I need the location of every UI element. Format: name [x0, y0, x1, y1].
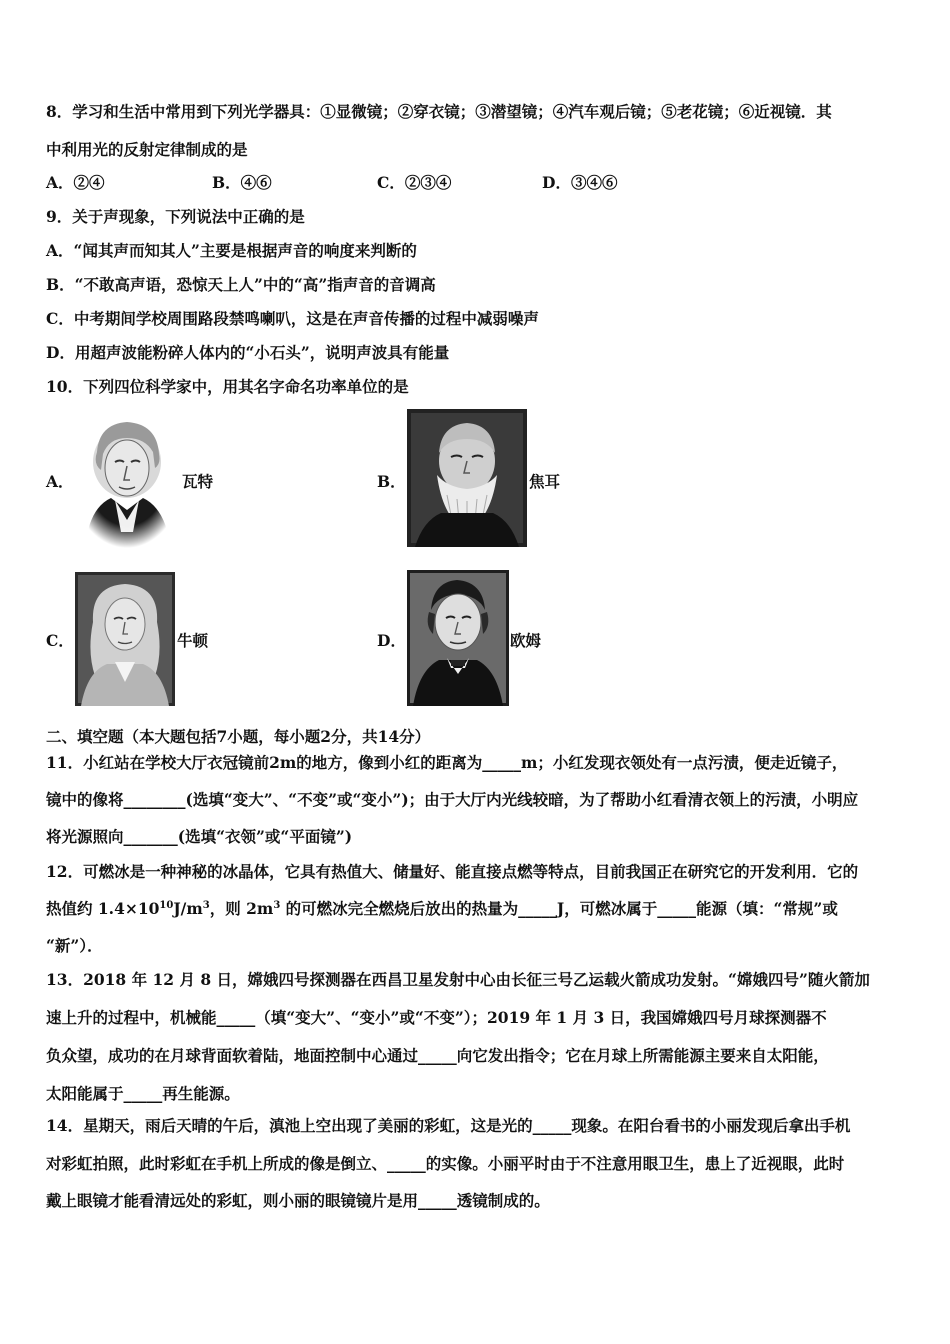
q8-option-c: C．②③④: [377, 173, 452, 192]
q8-option-b: B．④⑥: [212, 173, 272, 192]
q14-line1: 14．星期天，雨后天晴的午后，滇池上空出现了美丽的彩虹，这是光的_____现象。在阳台看书的小丽发现后拿出手机: [46, 1116, 851, 1135]
q10-option-a-name: 瓦特: [182, 472, 214, 491]
q8-option-a: A．②④: [46, 173, 105, 192]
q8-line2: 中利用光的反射定律制成的是: [46, 140, 248, 159]
q9-stem: 9．关于声现象，下列说法中正确的是: [46, 207, 305, 226]
q12-exponent-3a: 3: [202, 899, 210, 911]
q14-line2: 对彩虹拍照，此时彩虹在手机上所成的像是倒立、_____的实像。小丽平时由于不注意用眼卫生，患上了近视眼，此时: [46, 1154, 845, 1173]
q9-option-c: C．中考期间学校周围路段禁鸣喇叭，这是在声音传播的过程中减弱噪声: [46, 309, 539, 328]
q13-line3: 负众望，成功的在月球背面软着陆，地面控制中心通过_____向它发出指令；它在月球上所需能源主要来自太阳能，: [46, 1046, 829, 1065]
ohm-portrait: [407, 570, 509, 706]
q9-option-b: B．“不敢高声语，恐惊天上人”中的“高”指声音的音调高: [46, 275, 436, 294]
q12-line1: 12．可燃冰是一种神秘的冰晶体，它具有热值大、储量好、能直接点燃等特点，目前我国正在研究它的开发利用．它的: [46, 862, 859, 881]
q10-stem: 10．下列四位科学家中，用其名字命名功率单位的是: [46, 377, 409, 396]
q10-option-a-letter: A．: [46, 472, 74, 491]
q12-exponent-10: 10: [159, 899, 174, 911]
q10-option-b-name: 焦耳: [529, 472, 561, 491]
q12-line3: “新”）．: [46, 936, 103, 955]
joule-portrait: [407, 409, 527, 547]
q14-line3: 戴上眼镜才能看清远处的彩虹，则小丽的眼镜镜片是用_____透镜制成的。: [46, 1191, 550, 1210]
newton-portrait: [75, 572, 175, 706]
q8-option-d: D．③④⑥: [542, 173, 618, 192]
q8-line1: 8．学习和生活中常用到下列光学器具：①显微镜；②穿衣镜；③潜望镜；④汽车观后镜；⑤老花镜；⑥近视镜．其: [46, 102, 832, 121]
q13-line1: 13．2018 年 12 月 8 日，嫦娥四号探测器在西昌卫星发射中心由长征三号乙运载火箭成功发射。“嫦娥四号”随火箭加: [46, 970, 870, 989]
q11-line3: 将光源照向_______(选填“衣领”或“平面镜”): [46, 827, 353, 846]
q10-option-d-name: 欧姆: [510, 631, 542, 650]
q10-option-c-letter: C．: [46, 631, 74, 650]
q12-line2-e: ，则 2m: [209, 899, 274, 918]
q10-option-c-name: 牛顿: [177, 631, 209, 650]
q11-line2: 镜中的像将________(选填“变大”、“不变”或“变小”)；由于大厅内光线较暗，为了帮助小红看清衣领上的污渍，小明应: [46, 790, 859, 809]
q12-line2-g: 的可燃冰完全燃烧后放出的热量为_____J，可燃冰属于_____能源（填：“常规”或: [280, 899, 838, 918]
q13-line4: 太阳能属于_____再生能源。: [46, 1084, 240, 1103]
section-2-heading: 二、填空题（本大题包括7小题，每小题2分，共14分）: [46, 727, 431, 746]
q10-option-b-letter: B．: [377, 472, 406, 491]
q11-line1: 11．小红站在学校大厅衣冠镜前2m的地方，像到小红的距离为_____m；小红发现衣领处有一点污渍，便走近镜子，: [46, 753, 848, 772]
q12-exponent-3b: 3: [273, 899, 281, 911]
q13-line2: 速上升的过程中，机械能_____（填“变大”、“变小”或“不变”）；2019 年 1 月 3 日，我国嫦娥四号月球探测器不: [46, 1008, 827, 1027]
q12-line2-unit: J/m: [173, 899, 203, 918]
q9-option-a: A．“闻其声而知其人”主要是根据声音的响度来判断的: [46, 241, 417, 260]
q10-option-d-letter: D．: [377, 631, 406, 650]
q12-line2-a: 热值约 1.4×10: [46, 899, 160, 918]
watt-portrait: [75, 412, 179, 548]
q12-line2: [46, 899, 838, 919]
q9-option-d: D．用超声波能粉碎人体内的“小石头”，说明声波具有能量: [46, 343, 450, 362]
